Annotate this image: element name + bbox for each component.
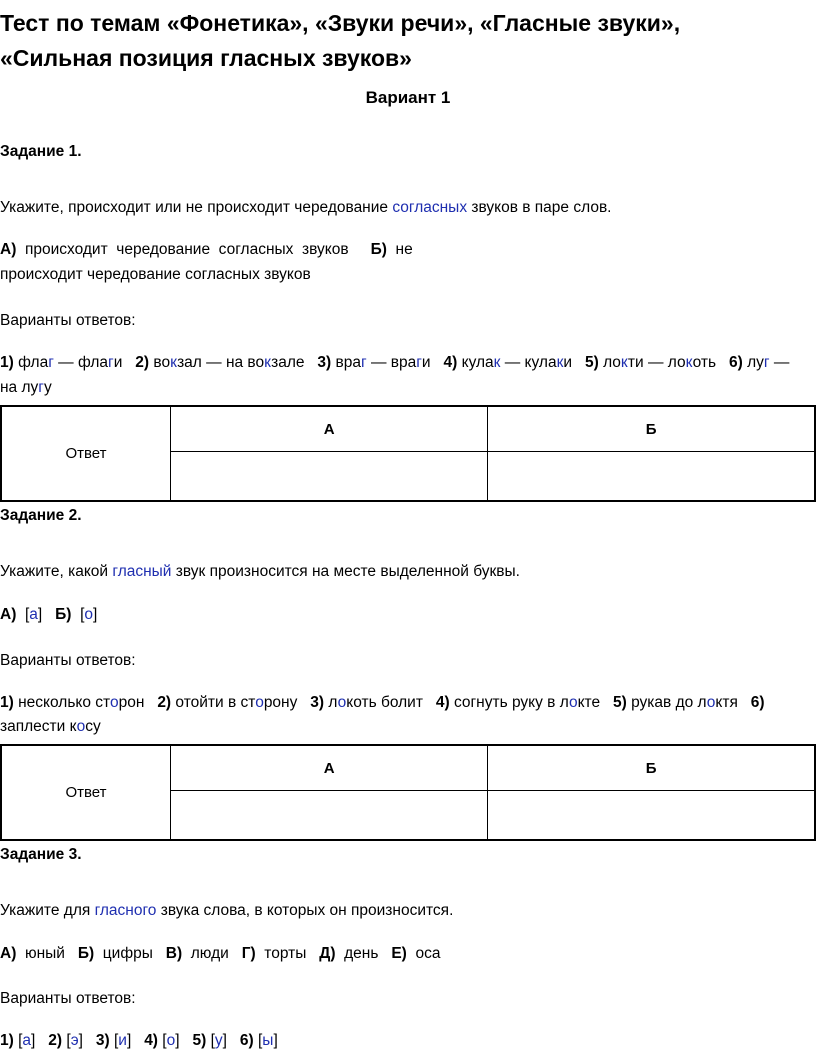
task-2-instruction bbox=[0, 563, 520, 581]
highlighted-letter: к bbox=[556, 354, 564, 371]
instruction-text: звука слова, в которых он произносится. bbox=[156, 902, 454, 919]
highlighted-letter: э bbox=[70, 1032, 79, 1049]
answer-number: 3) bbox=[317, 354, 332, 371]
text-fragment: — фла bbox=[53, 354, 109, 371]
highlighted-letter: о bbox=[109, 694, 119, 711]
task-1-options bbox=[0, 241, 413, 259]
option-b-text: не bbox=[386, 241, 413, 258]
instruction-text: звуков в паре слов. bbox=[467, 199, 612, 216]
answer-option bbox=[751, 694, 765, 711]
text-fragment: юный bbox=[16, 945, 78, 962]
page-title bbox=[0, 6, 816, 76]
instruction-highlight: гласного bbox=[94, 902, 157, 919]
answer-number: 6) bbox=[750, 694, 765, 711]
highlighted-letter: о bbox=[568, 694, 578, 711]
text-fragment: [ bbox=[253, 1032, 263, 1049]
text-fragment: ] bbox=[175, 1032, 193, 1049]
highlighted-letter: о bbox=[76, 718, 86, 735]
answer-option bbox=[0, 354, 122, 371]
text-fragment: ло bbox=[603, 354, 621, 371]
text-fragment: рон bbox=[118, 694, 145, 711]
option-label: Е) bbox=[391, 945, 407, 962]
text-fragment: [ bbox=[16, 606, 30, 623]
task-1-options-cont: происходит чередование согласных звуков bbox=[0, 266, 311, 283]
text-fragment: [ bbox=[62, 1032, 71, 1049]
text-fragment: во bbox=[153, 354, 171, 371]
text-fragment: [ bbox=[206, 1032, 215, 1049]
highlighted-letter: и bbox=[118, 1032, 127, 1049]
instruction-highlight: гласный bbox=[112, 563, 172, 580]
task-1-instruction bbox=[0, 199, 611, 217]
text-fragment: оса bbox=[406, 945, 441, 962]
text-fragment: лу bbox=[747, 354, 764, 371]
answer-table-1 bbox=[0, 405, 816, 502]
option-label: 6) bbox=[239, 1032, 254, 1049]
text-fragment: коть болит bbox=[346, 694, 423, 711]
text-fragment: день bbox=[335, 945, 392, 962]
column-a-header: А bbox=[171, 406, 488, 452]
highlighted-letter: о bbox=[706, 694, 716, 711]
option-label: А) bbox=[0, 945, 17, 962]
answer-option bbox=[317, 354, 430, 371]
text-fragment: — bbox=[769, 354, 790, 371]
text-fragment: ] bbox=[222, 1032, 240, 1049]
text-fragment: кте bbox=[577, 694, 601, 711]
text-fragment: ] bbox=[31, 1032, 49, 1049]
text-fragment: согнуть руку в л bbox=[453, 694, 569, 711]
highlighted-letter: к bbox=[170, 354, 178, 371]
column-b-header: Б bbox=[488, 406, 815, 452]
text-fragment: су bbox=[85, 718, 101, 735]
text-fragment: ] bbox=[37, 606, 56, 623]
answer-number: 4) bbox=[435, 694, 450, 711]
text-fragment: — вра bbox=[366, 354, 417, 371]
answer-number: 3) bbox=[310, 694, 325, 711]
answer-label: Ответ bbox=[1, 745, 171, 840]
text-fragment: ктя bbox=[715, 694, 738, 711]
option-b-label: Б) bbox=[370, 241, 387, 258]
text-fragment: зале bbox=[271, 354, 305, 371]
answer-option bbox=[444, 354, 573, 371]
option-label: А) bbox=[0, 606, 17, 623]
option-label: 2) bbox=[48, 1032, 63, 1049]
title-line-2: «Сильная позиция гласных звуков» bbox=[0, 45, 412, 71]
answer-option bbox=[729, 354, 789, 371]
answer-number: 6) bbox=[728, 354, 743, 371]
instruction-text: Укажите для bbox=[0, 902, 95, 919]
text-fragment: [ bbox=[13, 1032, 23, 1049]
option-label: Д) bbox=[319, 945, 336, 962]
text-fragment: ] bbox=[126, 1032, 145, 1049]
answer-option bbox=[436, 694, 600, 711]
task-3-instruction bbox=[0, 902, 453, 920]
highlighted-letter: у bbox=[214, 1032, 223, 1049]
task-1-heading: Задание 1. bbox=[0, 143, 82, 160]
text-fragment: люди bbox=[182, 945, 242, 962]
variant-heading: Вариант 1 bbox=[365, 88, 451, 107]
instruction-text: Укажите, какой bbox=[0, 563, 113, 580]
highlighted-letter: г bbox=[763, 354, 770, 371]
column-a-header: А bbox=[171, 745, 488, 791]
task-2-answers bbox=[0, 694, 765, 712]
highlighted-letter: к bbox=[493, 354, 501, 371]
highlighted-letter: о bbox=[337, 694, 347, 711]
task-3-options bbox=[0, 945, 440, 963]
highlighted-letter: к bbox=[264, 354, 272, 371]
text-fragment: и bbox=[563, 354, 573, 371]
answer-table-2 bbox=[0, 744, 816, 841]
task-2-answers-cont bbox=[0, 718, 101, 736]
answer-number: 2) bbox=[157, 694, 172, 711]
answer-cell-a[interactable] bbox=[171, 791, 488, 841]
answer-option bbox=[613, 694, 738, 711]
title-line-1: Тест по темам «Фонетика», «Звуки речи», «Гласные звуки», bbox=[0, 10, 681, 36]
highlighted-letter: а bbox=[29, 606, 38, 623]
text-fragment: на лу bbox=[0, 379, 39, 396]
highlighted-letter: ы bbox=[262, 1032, 274, 1049]
option-label: 3) bbox=[95, 1032, 110, 1049]
answer-cell-b[interactable] bbox=[488, 452, 815, 502]
task-2-heading: Задание 2. bbox=[0, 507, 82, 524]
text-fragment: — кула bbox=[500, 354, 557, 371]
option-label: 1) bbox=[0, 1032, 14, 1049]
task-3-answers-label: Варианты ответов: bbox=[0, 990, 136, 1007]
task-2-options bbox=[0, 606, 97, 624]
text-fragment: торты bbox=[255, 945, 320, 962]
instruction-text: Укажите, происходит или не происходит чередование bbox=[0, 199, 393, 216]
text-fragment: рукав до л bbox=[631, 694, 707, 711]
answer-option bbox=[585, 354, 716, 371]
text-fragment: ] bbox=[93, 606, 98, 623]
answer-number: 5) bbox=[613, 694, 627, 711]
task-2-answers-label: Варианты ответов: bbox=[0, 652, 136, 669]
text-fragment: и bbox=[421, 354, 431, 371]
option-label: В) bbox=[165, 945, 183, 962]
highlighted-letter: г bbox=[48, 354, 54, 371]
highlighted-letter: о bbox=[166, 1032, 176, 1049]
answer-option bbox=[0, 694, 144, 711]
task-3-answers bbox=[0, 1032, 278, 1050]
text-fragment: [ bbox=[71, 606, 85, 623]
text-fragment: цифры bbox=[94, 945, 166, 962]
option-a-text: происходит чередование согласных звуков bbox=[16, 241, 349, 258]
answer-option bbox=[310, 694, 423, 711]
highlighted-letter: о bbox=[255, 694, 264, 711]
column-b-header: Б bbox=[488, 745, 815, 791]
highlighted-letter: г bbox=[38, 379, 44, 396]
highlighted-letter: о bbox=[84, 606, 93, 623]
text-fragment: зал — на во bbox=[177, 354, 265, 371]
text-fragment: л bbox=[328, 694, 338, 711]
option-label: Г) bbox=[241, 945, 256, 962]
text-fragment: вра bbox=[335, 354, 362, 371]
text-fragment: заплести к bbox=[0, 718, 77, 735]
highlighted-letter: г bbox=[108, 354, 114, 371]
text-fragment: отойти в ст bbox=[175, 694, 256, 711]
text-fragment: и bbox=[113, 354, 123, 371]
answer-number: 2) bbox=[135, 354, 150, 371]
answer-number: 1) bbox=[0, 694, 14, 711]
highlighted-letter: к bbox=[620, 354, 628, 371]
text-fragment: [ bbox=[157, 1032, 167, 1049]
text-fragment: [ bbox=[109, 1032, 119, 1049]
task-1-answers-label: Варианты ответов: bbox=[0, 312, 136, 329]
answer-cell-a[interactable] bbox=[171, 452, 488, 502]
text-fragment: несколько ст bbox=[18, 694, 110, 711]
text-fragment: у bbox=[43, 379, 52, 396]
text-fragment: ] bbox=[78, 1032, 96, 1049]
highlighted-letter: г bbox=[416, 354, 422, 371]
task-1-answers-cont bbox=[0, 379, 52, 397]
option-label: 4) bbox=[144, 1032, 158, 1049]
answer-option bbox=[157, 694, 297, 711]
answer-number: 4) bbox=[443, 354, 458, 371]
text-fragment: ] bbox=[273, 1032, 278, 1049]
option-label: Б) bbox=[55, 606, 72, 623]
option-label: Б) bbox=[77, 945, 95, 962]
answer-number: 5) bbox=[584, 354, 599, 371]
instruction-text: звук произносится на месте выделенной буквы. bbox=[171, 563, 520, 580]
option-label: 5) bbox=[192, 1032, 207, 1049]
answer-cell-b[interactable] bbox=[488, 791, 815, 841]
answer-number: 1) bbox=[0, 354, 14, 371]
option-a-label: А) bbox=[0, 241, 17, 258]
text-fragment: рону bbox=[263, 694, 298, 711]
task-1-answers bbox=[0, 354, 789, 372]
highlighted-letter: к bbox=[685, 354, 693, 371]
task-3-heading: Задание 3. bbox=[0, 846, 82, 863]
text-fragment: оть bbox=[692, 354, 717, 371]
text-fragment: кула bbox=[461, 354, 494, 371]
highlighted-letter: а bbox=[22, 1032, 32, 1049]
text-fragment: ти — ло bbox=[627, 354, 686, 371]
highlighted-letter: г bbox=[361, 354, 367, 371]
instruction-highlight: согласных bbox=[392, 199, 468, 216]
answer-label: Ответ bbox=[1, 406, 171, 501]
text-fragment: фла bbox=[18, 354, 49, 371]
answer-option bbox=[135, 354, 304, 371]
